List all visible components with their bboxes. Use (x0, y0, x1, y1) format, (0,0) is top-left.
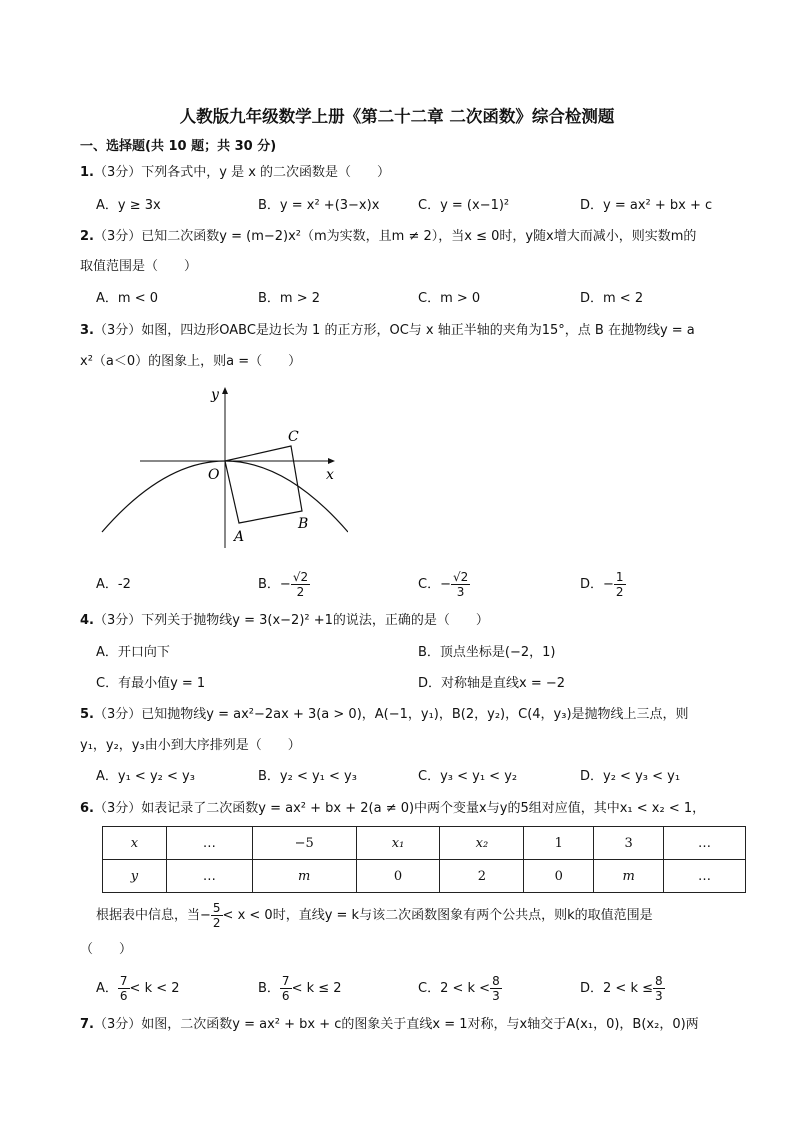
question-number: 7. (80, 1017, 94, 1032)
question-text: 如图，二次函数y = ax² + bx + c的图象关于直线x = 1对称，与x轴交于A(x₁，0)，B(x₂，0)两 (141, 1017, 699, 1032)
option-d[interactable]: D．m < 2 (580, 291, 644, 306)
question-text: 下列各式中，y 是 x 的二次函数是（ ） (141, 165, 391, 180)
fraction-numerator: √2 (452, 570, 469, 584)
option-a[interactable]: A．y₁ < y₂ < y₃ (96, 769, 195, 784)
question-2-stem-cont: 取值范围是（ ） (80, 259, 198, 274)
option-c[interactable]: C．m > 0 (418, 291, 481, 306)
table-cell: … (166, 860, 252, 893)
question-text: 如表记录了二次函数y = ax² + bx + 2(a ≠ 0)中两个变量x与y的5组对应值，其中x₁ < x₂ < 1， (141, 801, 706, 816)
question-1-stem (80, 164, 390, 182)
label-c: C (288, 429, 299, 445)
fraction-numerator: √2 (292, 570, 309, 584)
option-a[interactable]: A．-2 (96, 577, 131, 592)
question-6-stem (80, 800, 705, 818)
document-title: 人教版九年级数学上册《第二十二章 二次函数》综合检测题 (179, 107, 615, 126)
question-number: 6. (80, 801, 94, 816)
fraction (280, 974, 292, 1003)
question-text: 已知抛物线y = ax²−2ax + 3(a > 0)，A(−1，y₁)，B(2，y₂)，C(4，y₃)是抛物线上三点，则 (141, 707, 689, 722)
table-cell: 3 (594, 827, 664, 860)
question-text: 如图，四边形OABC是边长为 1 的正方形，OC与 x 轴正半轴的夹角为15°，点 B 在抛物线y = a (141, 323, 695, 338)
option-d[interactable]: D．y₂ < y₃ < y₁ (580, 769, 681, 784)
label-a: A (234, 529, 245, 545)
option-label: D．− (580, 577, 614, 592)
label-o: O (208, 467, 220, 483)
table-row (103, 860, 746, 893)
fraction-denominator: 2 (212, 916, 221, 930)
question-number: 2. (80, 229, 94, 244)
option-d[interactable]: D．y = ax² + bx + c (580, 198, 713, 213)
question-score: （3分） (93, 613, 142, 628)
fraction-denominator: 6 (281, 989, 290, 1003)
table-cell: x (103, 827, 167, 860)
square-oabc (225, 446, 302, 523)
fraction (291, 570, 310, 599)
option-b[interactable]: B．m > 2 (258, 291, 321, 306)
option-d[interactable] (580, 972, 665, 1006)
table-cell: y (103, 860, 167, 893)
table-cell: 0 (356, 860, 440, 893)
fraction-numerator: 7 (119, 974, 128, 988)
question-score: （3分） (93, 707, 142, 722)
label-x: x (326, 467, 334, 483)
option-a[interactable]: A．开口向下 (96, 645, 170, 660)
fraction (614, 570, 626, 599)
question-7-stem (80, 1016, 699, 1034)
table-cell: m (252, 860, 356, 893)
table-cell: −5 (252, 827, 356, 860)
table-cell: m (594, 860, 664, 893)
question-score: （3分） (93, 165, 142, 180)
label-y: y (211, 387, 219, 403)
label-b: B (298, 516, 309, 532)
answer-paren: （ ） (80, 942, 133, 957)
table-cell: x₂ (440, 827, 524, 860)
value-table (102, 826, 746, 893)
option-label: B． (258, 981, 280, 996)
question-score: （3分） (93, 801, 142, 816)
option-label: B．− (258, 577, 291, 592)
table-cell: … (166, 827, 252, 860)
fraction (211, 901, 223, 930)
option-c[interactable]: C．y = (x−1)² (418, 198, 510, 213)
fraction-numerator: 1 (615, 570, 624, 584)
option-label: A． (96, 981, 118, 996)
fraction (653, 974, 665, 1003)
fraction-denominator: 3 (655, 989, 663, 1003)
table-cell: 2 (440, 860, 524, 893)
fraction-numerator: 5 (212, 901, 221, 915)
fraction-denominator: 2 (296, 585, 305, 599)
fraction-numerator: 8 (655, 974, 663, 988)
table-cell: 0 (524, 860, 594, 893)
question-5-stem (80, 706, 689, 724)
fraction-denominator: 6 (119, 989, 128, 1003)
question-number: 4. (80, 613, 94, 628)
option-b[interactable] (258, 568, 310, 602)
question-number: 3. (80, 323, 94, 338)
question-number: 5. (80, 707, 94, 722)
option-c[interactable] (418, 568, 470, 602)
option-d[interactable]: D．对称轴是直线x = −2 (418, 676, 566, 691)
option-c[interactable]: C．有最小值y = 1 (96, 676, 206, 691)
question-score: （3分） (93, 229, 142, 244)
option-text: < k ≤ 2 (291, 981, 342, 996)
question-text: 已知二次函数y = (m−2)x²（m为实数，且m ≠ 2），当x ≤ 0时，y随x增大而减小，则实数m的 (141, 229, 697, 244)
option-b[interactable]: B．y₂ < y₁ < y₃ (258, 769, 357, 784)
option-b[interactable]: B．顶点坐标是(−2，1) (418, 645, 556, 660)
fraction (451, 570, 470, 599)
option-c[interactable]: C．y₃ < y₁ < y₂ (418, 769, 518, 784)
question-5-stem-cont: y₁，y₂，y₃由小到大序排列是（ ） (80, 738, 301, 753)
table-cell: 1 (524, 827, 594, 860)
question-2-stem (80, 228, 696, 246)
option-a[interactable]: A．y ≥ 3x (96, 198, 161, 213)
y-axis-arrow-icon (222, 387, 228, 394)
option-a[interactable]: A．m < 0 (96, 291, 158, 306)
question-text: 根据表中信息，当− (96, 908, 211, 923)
fraction-denominator: 3 (492, 989, 500, 1003)
table-cell: … (664, 827, 746, 860)
option-c[interactable] (418, 972, 502, 1006)
question-3-figure (98, 383, 348, 553)
question-text: 下列关于抛物线y = 3(x−2)² +1的说法，正确的是（ ） (141, 613, 489, 628)
question-3-stem-cont: x²（a＜0）的图象上，则a =（ ） (80, 354, 302, 369)
question-text: < x < 0时，直线y = k与该二次函数图象有两个公共点，则k的取值范围是 (222, 908, 653, 923)
fraction-denominator: 2 (615, 585, 624, 599)
question-score: （3分） (93, 323, 142, 338)
question-score: （3分） (93, 1017, 142, 1032)
question-4-stem (80, 612, 489, 630)
table-cell: x₁ (356, 827, 440, 860)
question-6-condition (96, 898, 653, 934)
table-row (103, 827, 746, 860)
section-header: 一、选择题(共 10 题；共 30 分) (80, 139, 277, 154)
option-text: < k < 2 (129, 981, 180, 996)
table-cell: … (664, 860, 746, 893)
option-d[interactable] (580, 568, 626, 602)
fraction-numerator: 8 (492, 974, 500, 988)
option-b[interactable] (258, 972, 342, 1006)
option-label: D．2 < k ≤ (580, 981, 653, 996)
option-b[interactable]: B．y = x² +(3−x)x (258, 198, 380, 213)
fraction-numerator: 7 (281, 974, 290, 988)
option-label: C．2 < k < (418, 981, 491, 996)
question-3-stem (80, 322, 695, 340)
option-label: C．− (418, 577, 451, 592)
fraction (490, 974, 502, 1003)
fraction (118, 974, 130, 1003)
fraction-denominator: 3 (456, 585, 465, 599)
option-a[interactable] (96, 972, 180, 1006)
x-axis-arrow-icon (328, 458, 335, 464)
question-number: 1. (80, 165, 94, 180)
